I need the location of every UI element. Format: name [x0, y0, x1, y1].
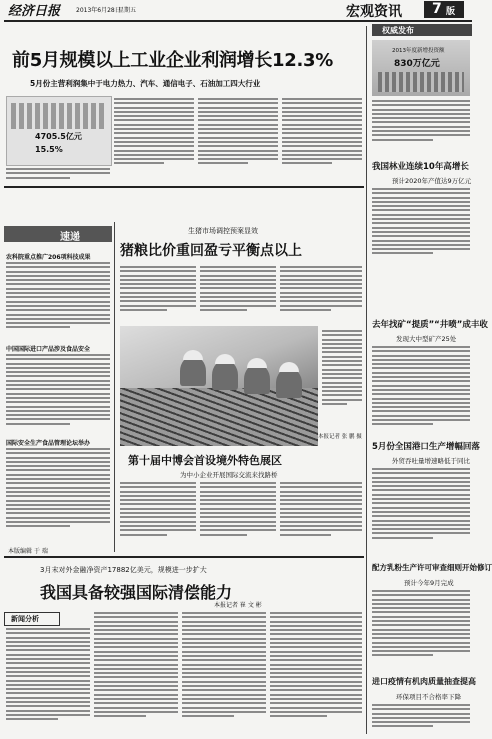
ad-graph — [378, 72, 464, 92]
lead-body-3 — [282, 98, 362, 178]
left-headline-2: 中国国际进口产品涉及食品安全 — [6, 346, 91, 353]
right-sub-2: 发现大中型矿产25处 — [396, 335, 457, 343]
middle-headline: 猪粮比价重回盈亏平衡点以上 — [120, 243, 302, 259]
authority-box-header — [372, 24, 472, 36]
right-body-1 — [372, 188, 470, 268]
right-headline-4: 配方乳粉生产许可审查细则开始修订 — [372, 563, 492, 572]
right-sub-3: 外贸吞吐量增速略低于同比 — [392, 457, 470, 465]
lead-infographic — [6, 96, 112, 166]
middle-headline-2: 第十届中博会首设境外特色展区 — [128, 454, 282, 467]
bottom-kicker: 3月末对外金融净资产17882亿美元，规模进一步扩大 — [40, 566, 207, 574]
left-banner-label: 速递 — [60, 232, 80, 243]
authority-box-title: 权威发布 — [382, 26, 414, 35]
ad-number: 830万亿元 — [394, 59, 440, 69]
worker-figure — [244, 364, 270, 394]
left-body-1 — [6, 262, 110, 342]
worker-figure — [276, 368, 302, 398]
photo-caption-text — [322, 330, 362, 424]
left-body-3 — [6, 448, 110, 544]
hard-hat-icon — [215, 354, 235, 364]
bottom-body-2 — [94, 612, 178, 736]
left-footer: 本版编辑 于 瑞 — [8, 548, 48, 555]
right-body-5 — [372, 704, 470, 736]
bottom-body-4 — [270, 612, 362, 736]
right-headline-2: 去年找矿“提质”“井喷”成丰收 — [372, 320, 488, 330]
chart-bar-area — [11, 103, 107, 129]
news-analysis-tag — [4, 612, 60, 626]
lead-headline: 前5月规模以上工业企业利润增长12.3% — [12, 50, 333, 71]
right-sub-4: 预计今年9月完成 — [404, 579, 454, 587]
lead-rule — [4, 186, 364, 188]
masthead-rule — [4, 20, 472, 22]
page-number-box — [424, 1, 464, 18]
right-sub-5: 环保项目不合格率下降 — [396, 693, 461, 701]
right-body-3 — [372, 468, 470, 554]
middle-body-3 — [280, 266, 362, 322]
right-body-0 — [372, 100, 470, 150]
section-title: 宏观资讯 — [346, 4, 402, 20]
issue-date: 2013年6月28日 — [76, 7, 121, 14]
right-headline-3: 5月份全国港口生产增幅回落 — [372, 442, 480, 452]
hard-hat-icon — [183, 350, 203, 360]
middle-body-1 — [120, 266, 196, 322]
news-analysis-label: 新闻分析 — [11, 615, 39, 623]
middle-kicker: 生猪市场调控预案显效 — [188, 227, 258, 235]
middle-body-6 — [280, 482, 362, 550]
bottom-byline: 本报记者 崔 文 彬 — [214, 602, 262, 609]
chart-value-2: 15.5% — [35, 145, 63, 154]
left-headline-1: 农科院重点推广206项科技成果 — [6, 254, 91, 261]
worker-figure — [180, 356, 206, 386]
bottom-headline: 我国具备较强国际清偿能力 — [40, 583, 233, 602]
worker-figure — [212, 360, 238, 390]
right-headline-1: 我国林业连续10年高增长 — [372, 162, 469, 172]
left-headline-3: 国际安全生产食品管理论坛举办 — [6, 440, 91, 447]
lead-body-1 — [114, 98, 194, 178]
newspaper-logo: 经济日报 — [8, 4, 61, 19]
masthead — [0, 0, 476, 20]
page-suffix: 版 — [446, 7, 456, 17]
hard-hat-icon — [279, 362, 299, 372]
middle-body-2 — [200, 266, 276, 322]
right-body-2 — [372, 346, 470, 440]
bottom-body-3 — [182, 612, 266, 736]
left-col-divider — [114, 222, 115, 552]
bottom-body-1 — [6, 628, 90, 736]
right-ad-image — [372, 40, 470, 96]
lead-subhead: 5月份主营利润集中于电力热力、汽车、通信电子、石油加工四大行业 — [30, 79, 261, 88]
workers-photo — [120, 326, 318, 446]
chart-value-1: 4705.5亿元 — [35, 132, 82, 141]
left-banner — [4, 226, 112, 242]
right-col-divider — [366, 26, 367, 734]
page-number: 7 — [432, 1, 442, 17]
photo-credit: 本报记者 张 鹏 摄 — [318, 434, 362, 440]
right-headline-5: 进口疫情有机肉质量抽查提高 — [372, 677, 476, 686]
hard-hat-icon — [247, 358, 267, 368]
ad-line: 2013年度新增投资额 — [392, 48, 445, 54]
bottom-rule — [4, 556, 364, 558]
right-body-4 — [372, 590, 470, 670]
middle-body-5 — [200, 482, 276, 550]
lead-body-2 — [198, 98, 278, 178]
left-body-2 — [6, 354, 110, 436]
right-sub-1: 预计2020年产值达9万亿元 — [392, 177, 472, 185]
middle-sub-2: 为中小企业开展国际交流来找路桥 — [180, 471, 278, 479]
middle-body-4 — [120, 482, 196, 550]
issue-weekday: 星期五 — [118, 7, 137, 14]
lead-body-4 — [6, 168, 110, 184]
